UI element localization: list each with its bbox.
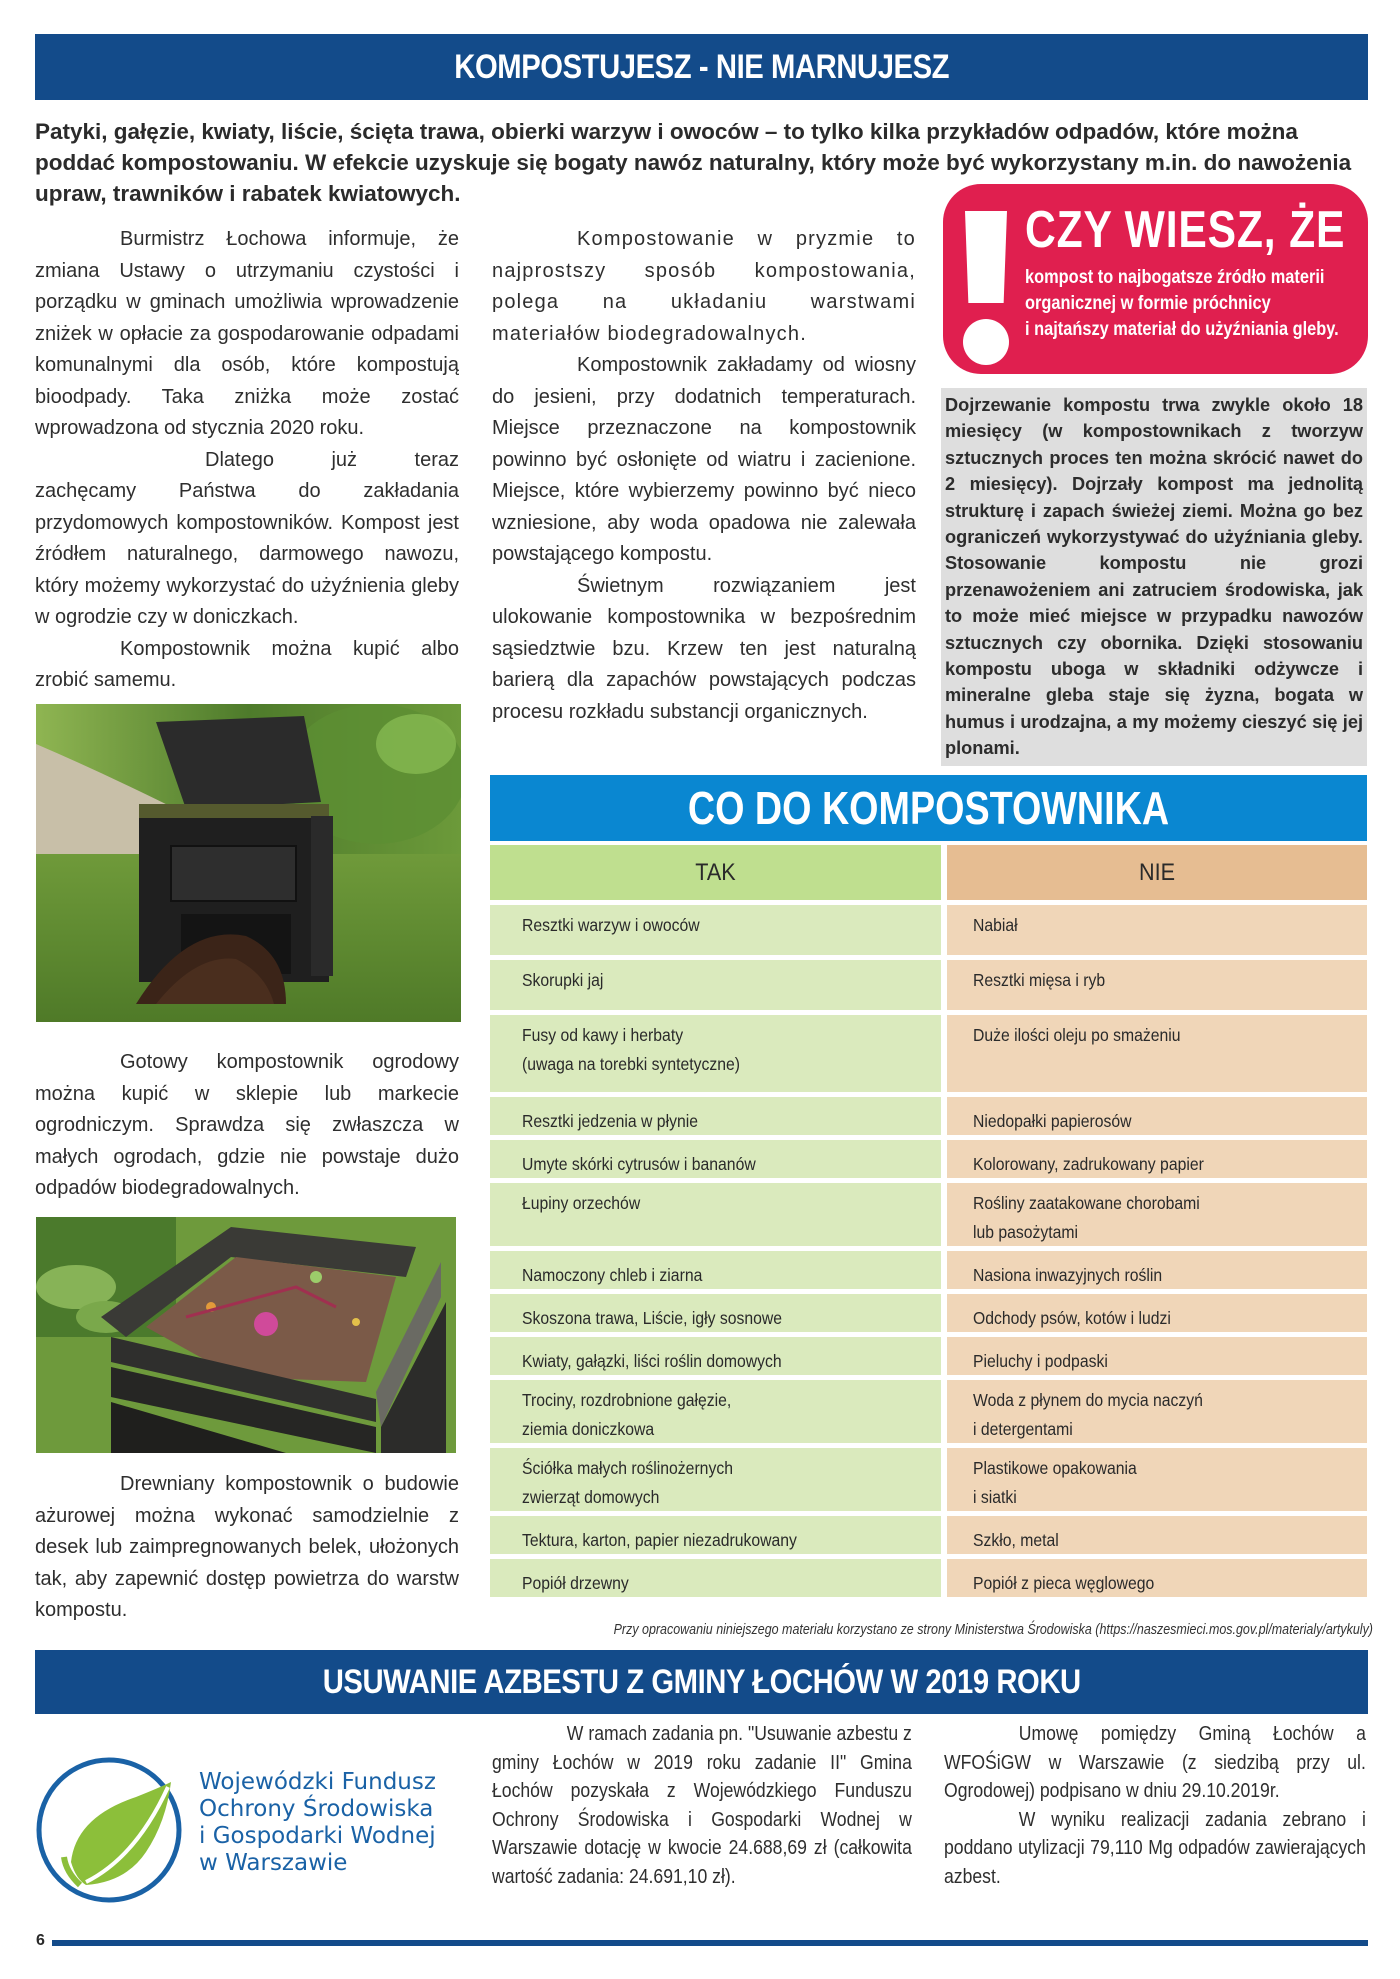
cell-nie	[947, 1448, 1367, 1511]
cell-text: zwierząt domowych	[522, 1487, 660, 1507]
cell-tak	[490, 1097, 941, 1135]
caption-text: Gotowy kompostownik ogrodowy można kupić w sklepie lub markecie ogrodniczym. Sprawdza się zwłaszcza w małych ogrodach, gdzie nie powstaje dużo odpadów biodegradowalnych.	[35, 1051, 459, 1199]
wooden-composter-photo	[36, 1217, 456, 1453]
did-you-know-box	[943, 184, 1368, 374]
cell-text: Szkło, metal	[973, 1530, 1059, 1550]
cell-tak	[490, 1251, 941, 1289]
paragraph: W wyniku realizacji zadania zebrano i poddano utylizacji 79,110 Mg odpadów zawierających azbest.	[944, 1808, 1366, 1888]
table-row	[490, 1380, 1367, 1443]
cell-text: ziemia doniczkowa	[522, 1419, 655, 1439]
cell-text: Kolorowany, zadrukowany papier	[973, 1154, 1204, 1174]
cell-text: Woda z płynem do mycia naczyń	[973, 1390, 1203, 1410]
footer-rule	[52, 1940, 1368, 1946]
plastic-composter-photo	[36, 704, 461, 1022]
cell-text: Resztki mięsa i ryb	[973, 970, 1106, 990]
compost-table-banner	[490, 775, 1367, 841]
logo-line: Ochrony Środowiska	[199, 1796, 434, 1822]
table-row	[490, 1251, 1367, 1289]
column-1-text	[35, 224, 459, 697]
asbestos-section-banner	[35, 1650, 1368, 1714]
paragraph: W ramach zadania pn. "Usuwanie azbestu z gminy Łochów w 2019 roku zadanie II" Gmina Łochów pozyskała z Wojewódzkiego Funduszu Ochrony Środowiska i Gospodarki Wodnej w Warszawie dotację w kwocie 24.688,69 zł (całkowita wartość zadania: 24.691,10 zł).	[492, 1723, 912, 1888]
cell-nie	[947, 1097, 1367, 1135]
cell-text: Skoszona trawa, Liście, igły sosnowe	[522, 1308, 783, 1328]
cell-text: Nasiona inwazyjnych roślin	[973, 1265, 1163, 1285]
did-you-know-line: kompost to najbogatsze źródło materii	[1025, 266, 1325, 288]
cell-text: Namoczony chleb i ziarna	[522, 1265, 703, 1285]
cell-tak	[490, 1380, 941, 1443]
cell-text: Popiół z pieca węglowego	[973, 1573, 1155, 1593]
compost-table	[490, 845, 1367, 1602]
logo-text	[199, 1769, 436, 1877]
cell-text: Odchody psów, kotów i ludzi	[973, 1308, 1171, 1328]
lead-line: poddać kompostowaniu. W efekcie uzyskuje się bogaty nawóz naturalny, który może być wykorzystany m.in. do nawożenia	[35, 150, 1352, 175]
cell-text: Rośliny zaatakowane chorobami	[973, 1193, 1200, 1213]
paragraph: Świetnym rozwiązaniem jest ulokowanie kompostownika w bezpośrednim sąsiedztwie bzu. Krzew ten jest naturalną barierą dla zapachów powstających podczas procesu rozkładu substancji organicznych.	[492, 574, 916, 723]
table-body	[490, 905, 1367, 1597]
header-tak	[490, 845, 941, 900]
table-row	[490, 1448, 1367, 1511]
did-you-know-line: organicznej w formie próchnicy	[1025, 292, 1271, 314]
compost-info-text: Dojrzewanie kompostu trwa zwykle około 18 miesięcy (w kompostownikach z tworzyw sztucznych proces ten można skrócić nawet do 2 miesięcy). Dojrzały kompost ma jednolitą strukturę i zapach świeżej ziemi. Można go bez ograniczeń wykorzystywać do użyźniania gleby. Stosowanie kompostu nie grozi przenawożeniem ani zatruciem środowiska, jak to może mieć miejsce w przypadku nawozów sztucznych czy obornika. Dzięki stosowaniu kompostu uboga w składniki odżywcze i mineralne gleba staje się żyzna, bogata w humus i urodzajna, a my możemy cieszyć się jej plonami.	[945, 395, 1363, 759]
page-number: 6	[36, 1932, 45, 1949]
table-row	[490, 1183, 1367, 1246]
cell-text: Plastikowe opakowania	[973, 1458, 1137, 1478]
table-row	[490, 1516, 1367, 1554]
cell-text: Umyte skórki cytrusów i bananów	[522, 1154, 756, 1174]
plastic-composter-caption	[35, 1047, 459, 1205]
table-row	[490, 1015, 1367, 1092]
table-row	[490, 905, 1367, 955]
header-tak-label: TAK	[695, 859, 736, 886]
cell-text: Łupiny orzechów	[522, 1193, 641, 1213]
asbestos-column-1	[492, 1720, 912, 1891]
table-row	[490, 1097, 1367, 1135]
cell-text: Skorupki jaj	[522, 970, 604, 990]
logo-line: Wojewódzki Fundusz	[199, 1769, 436, 1795]
cell-tak	[490, 960, 941, 1010]
did-you-know-text	[1025, 264, 1339, 342]
caption-text: Drewniany kompostownik o budowie ażurowej można wykonać samodzielnie z desek lub zaimpregnowanych belek, ułożonych tak, aby zapewnić dostęp powietrza do warstw kompostu.	[35, 1473, 459, 1621]
cell-nie	[947, 1015, 1367, 1092]
cell-nie	[947, 1337, 1367, 1375]
cell-nie	[947, 1294, 1367, 1332]
cell-text: Tektura, karton, papier niezadrukowany	[522, 1530, 797, 1550]
cell-tak	[490, 1140, 941, 1178]
cell-nie	[947, 1183, 1367, 1246]
cell-text: Kwiaty, gałązki, liści roślin domowych	[522, 1351, 782, 1371]
asbestos-title: USUWANIE AZBESTU Z GMINY ŁOCHÓW W 2019 ROKU	[322, 1663, 1081, 1701]
header-nie	[947, 845, 1367, 900]
cell-text: Trociny, rozdrobnione gałęzie,	[522, 1390, 732, 1410]
cell-nie	[947, 905, 1367, 955]
cell-nie	[947, 1251, 1367, 1289]
cell-nie	[947, 960, 1367, 1010]
exclamation-dot-icon	[963, 319, 1009, 365]
paragraph: Kompostownik zakładamy od wiosny do jesieni, przy dodatnich temperaturach. Miejsce przeznaczone na kompostownik powinno być osłonięte od wiatru i zacienione. Miejsce, które wybierzemy powinno być nieco wzniesione, aby woda opadowa nie zalewała powstającego kompostu.	[492, 354, 916, 565]
asbestos-column-2	[944, 1720, 1366, 1891]
paragraph: Kompostownik można kupić albo zrobić samemu.	[35, 637, 459, 691]
cell-nie	[947, 1516, 1367, 1554]
cell-text: i detergentami	[973, 1419, 1073, 1439]
cell-tak	[490, 1337, 941, 1375]
paragraph: Kompostowanie w pryzmie to najprostszy sposób kompostowania, polega na układaniu warstwami materiałów biodegradowalnych.	[492, 228, 916, 345]
cell-nie	[947, 1140, 1367, 1178]
cell-text: Pieluchy i podpaski	[973, 1351, 1108, 1371]
compost-info-box	[941, 388, 1367, 766]
wfosigw-logo	[36, 1757, 456, 1897]
cell-text: Ściółka małych roślinożernych	[522, 1458, 733, 1478]
column-2-text	[492, 224, 916, 728]
did-you-know-line: i najtańszy materiał do użyźniania gleby.	[1025, 318, 1339, 340]
header-nie-label: NIE	[1138, 859, 1175, 886]
cell-text: Resztki warzyw i owoców	[522, 915, 700, 935]
cell-tak	[490, 1448, 941, 1511]
did-you-know-title: CZY WIESZ, ŻE	[1025, 201, 1346, 259]
table-row	[490, 1294, 1367, 1332]
table-row	[490, 960, 1367, 1010]
cell-nie	[947, 1380, 1367, 1443]
cell-text: Fusy od kawy i herbaty	[522, 1025, 684, 1045]
exclamation-icon	[965, 211, 1007, 303]
cell-tak	[490, 1183, 941, 1246]
leaf-circle-logo-icon	[36, 1757, 186, 1907]
lead-line: Patyki, gałęzie, kwiaty, liście, ścięta trawa, obierki warzyw i owoców – to tylko kilka przykładów odpadów, które można	[35, 119, 1298, 144]
cell-tak	[490, 905, 941, 955]
cell-tak	[490, 1015, 941, 1092]
logo-line: i Gospodarki Wodnej	[199, 1823, 436, 1849]
source-note	[490, 1622, 1373, 1638]
cell-text: Resztki jedzenia w płynie	[522, 1111, 698, 1131]
cell-text: Niedopałki papierosów	[973, 1111, 1132, 1131]
page-title-banner	[35, 34, 1368, 100]
source-note-text: Przy opracowaniu niniejszego materiału korzystano ze strony Ministerstwa Środowiska (https://naszesmieci.mos.gov.pl/materialy/artykuly)	[613, 1622, 1373, 1638]
table-row	[490, 1337, 1367, 1375]
wooden-composter-caption	[35, 1469, 459, 1627]
cell-text: Duże ilości oleju po smażeniu	[973, 1025, 1181, 1045]
paragraph: Dlatego już teraz zachęcamy Państwa do zakładania przydomowych kompostowników. Kompost jest źródłem naturalnego, darmowego nawozu, który możemy wykorzystać do użyźnienia gleby w ogrodzie czy w doniczkach.	[35, 448, 459, 628]
cell-tak	[490, 1294, 941, 1332]
cell-text: Nabiał	[973, 915, 1018, 935]
cell-nie	[947, 1559, 1367, 1597]
cell-text: lub pasożytami	[973, 1222, 1079, 1242]
cell-text: (uwaga na torebki syntetyczne)	[522, 1054, 740, 1074]
lead-line: upraw, trawników i rabatek kwiatowych.	[35, 181, 461, 206]
table-header-row	[490, 845, 1367, 900]
paragraph: Umowę pomiędzy Gminą Łochów a WFOŚiGW w Warszawie (z siedzibą przy ul. Ogrodowej) podpisano w dniu 29.10.2019r.	[944, 1723, 1366, 1802]
table-row	[490, 1140, 1367, 1178]
logo-line: w Warszawie	[199, 1850, 348, 1876]
cell-tak	[490, 1516, 941, 1554]
page-title: KOMPOSTUJESZ - NIE MARNUJESZ	[454, 48, 949, 86]
cell-text: i siatki	[973, 1487, 1017, 1507]
cell-text: Popiół drzewny	[522, 1573, 629, 1593]
cell-tak	[490, 1559, 941, 1597]
table-row	[490, 1559, 1367, 1597]
paragraph: Burmistrz Łochowa informuje, że zmiana Ustawy o utrzymaniu czystości i porządku w gminach umożliwia wprowadzenie zniżek w opłacie za gospodarowanie odpadami komunalnymi dla osób, które kompostują bioodpady. Taka zniżka może zostać wprowadzona od stycznia 2020 roku.	[35, 228, 459, 439]
compost-table-title: CO DO KOMPOSTOWNIKA	[687, 782, 1170, 834]
